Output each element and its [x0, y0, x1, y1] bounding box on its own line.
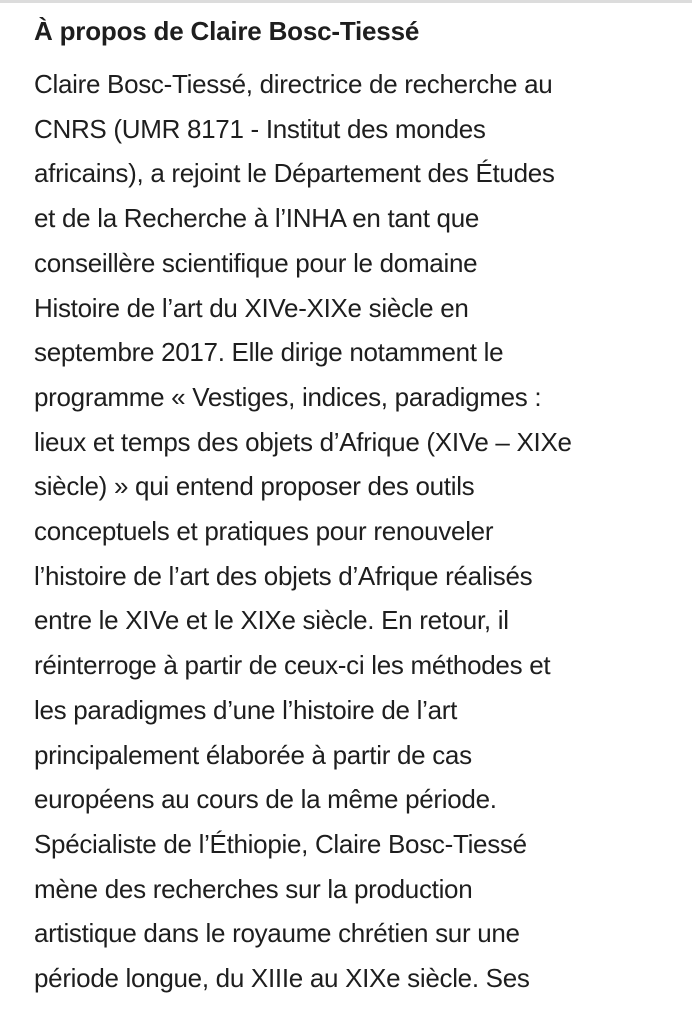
- paragraph-line: et de la Recherche à l’INHA en tant que: [34, 203, 480, 234]
- paragraph-line: Histoire de l’art du XIVe-XIXe siècle en: [34, 292, 469, 323]
- paragraph-line: lieux et temps des objets d’Afrique (XIVe – XIXe: [34, 426, 572, 457]
- paragraph-line: période longue, du XIIIe au XIXe siècle. Ses: [34, 963, 530, 994]
- top-divider: [0, 0, 692, 3]
- paragraph-line: conceptuels et pratiques pour renouveler: [34, 516, 494, 547]
- paragraph-line: principalement élaborée à partir de cas: [34, 739, 472, 770]
- biography-paragraph: [34, 62, 674, 1001]
- paragraph-line: conseillère scientifique pour le domaine: [34, 247, 478, 278]
- paragraph-line: africains), a rejoint le Département des Études: [34, 158, 555, 189]
- paragraph-line: réinterroge à partir de ceux-ci les méthodes et: [34, 650, 551, 681]
- paragraph-line: siècle) » qui entend proposer des outils: [34, 471, 475, 502]
- paragraph-line: mène des recherches sur la production: [34, 873, 473, 904]
- paragraph-line: entre le XIVe et le XIXe siècle. En retour, il: [34, 605, 509, 636]
- about-section: [34, 12, 674, 1001]
- paragraph-line: Spécialiste de l’Éthiopie, Claire Bosc-Tiessé: [34, 828, 527, 859]
- paragraph-line: européens au cours de la même période.: [34, 784, 497, 815]
- paragraph-line: l’histoire de l’art des objets d’Afrique réalisés: [34, 560, 533, 591]
- section-heading: À propos de Claire Bosc-Tiessé: [34, 16, 420, 46]
- paragraph-line: artistique dans le royaume chrétien sur une: [34, 918, 520, 949]
- paragraph-line: Claire Bosc-Tiessé, directrice de recherche au: [34, 69, 553, 99]
- paragraph-line: septembre 2017. Elle dirige notamment le: [34, 337, 504, 368]
- paragraph-line: programme « Vestiges, indices, paradigmes :: [34, 381, 542, 412]
- paragraph-line: les paradigmes d’une l’histoire de l’art: [34, 694, 458, 725]
- paragraph-line: CNRS (UMR 8171 - Institut des mondes: [34, 113, 486, 144]
